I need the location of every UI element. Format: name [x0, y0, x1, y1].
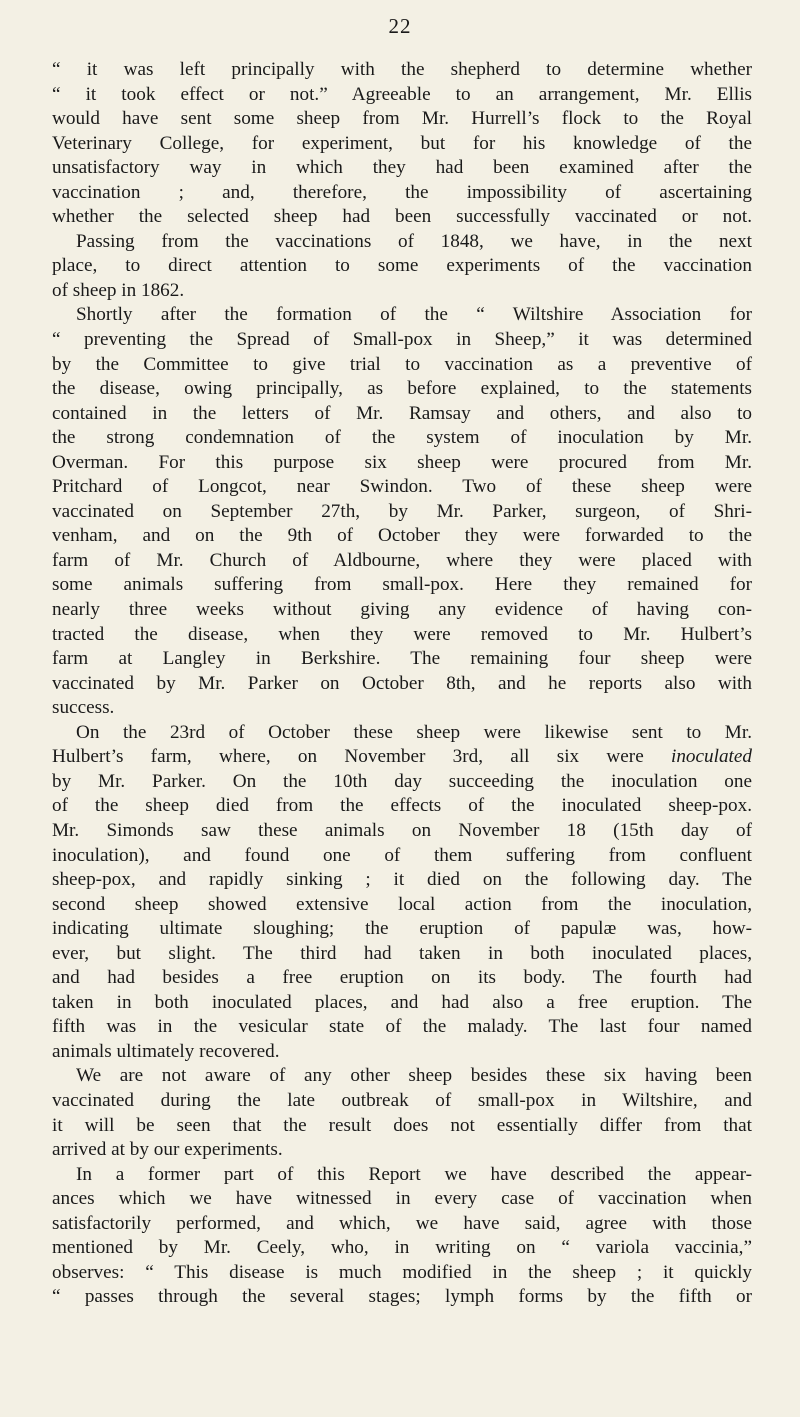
text-line-content: inoculation), and found one of them suffering from confluent [52, 844, 752, 866]
text-line-content: and had besides a free eruption on its body. The fourth had [52, 967, 752, 989]
text-line-content: Passing from the vaccinations of 1848, we have, in the next [76, 230, 752, 252]
text-line [52, 58, 752, 83]
text-line-content: Hulbert’s farm, where, on November 3rd, all six were [52, 746, 644, 768]
text-line [52, 696, 752, 721]
text-line [52, 1015, 752, 1040]
text-line-content: satisfactorily performed, and which, we have said, agree with those [52, 1212, 752, 1234]
text-line-content: vaccinated during the late outbreak of small-pox in Wiltshire, and [52, 1089, 752, 1111]
text-line [52, 770, 752, 795]
text-line-content: the disease, owing principally, as before explained, to the statements [52, 378, 752, 400]
text-line-content: some animals suffering from small-pox. Here they remained for [52, 574, 752, 596]
text-line [52, 942, 752, 967]
text-line-content: Veterinary College, for experiment, but for his knowledge of the [52, 132, 752, 154]
text-line [52, 1163, 752, 1188]
text-line-content: by Mr. Parker. On the 10th day succeeding the inoculation one [52, 770, 752, 792]
text-line-content: Overman. For this purpose six sheep were procured from Mr. [52, 451, 752, 473]
text-line-content: farm at Langley in Berkshire. The remaining four sheep were [52, 648, 752, 670]
text-line-content: vaccination ; and, therefore, the impossibility of ascertaining [52, 181, 752, 203]
text-line [52, 107, 752, 132]
text-line-content: would have sent some sheep from Mr. Hurrell’s flock to the Royal [52, 108, 752, 130]
text-line [52, 353, 752, 378]
text-line [52, 1285, 752, 1310]
text-line-content: success. [52, 697, 115, 719]
text-line-content: On the 23rd of October these sheep were likewise sent to Mr. [76, 721, 752, 743]
text-line [52, 1040, 752, 1065]
text-line-content: second sheep showed extensive local action from the inoculation, [52, 893, 752, 915]
text-line [52, 549, 752, 574]
text-line [52, 279, 752, 304]
text-line [52, 721, 752, 746]
text-line [52, 402, 752, 427]
text-line [52, 672, 752, 697]
text-line-content: Mr. Simonds saw these animals on November 18 (15th day of [52, 819, 752, 841]
text-line [52, 1114, 752, 1139]
page-number: 22 [388, 14, 412, 38]
text-line-content: arrived at by our experiments. [52, 1139, 283, 1161]
body-text [52, 58, 752, 1310]
text-line-content: taken in both inoculated places, and had also a free eruption. The [52, 991, 752, 1013]
text-line [52, 991, 752, 1016]
text-line-content: mentioned by Mr. Ceely, who, in writing on “ variola vaccinia,” [52, 1237, 752, 1259]
text-line-content: of the sheep died from the effects of the inoculated sheep-pox. [52, 795, 752, 817]
text-line-content: observes: “ This disease is much modified in the sheep ; it quickly [52, 1261, 752, 1283]
text-line [52, 819, 752, 844]
text-line-content: “ it took effect or not.” Agreeable to an arrangement, Mr. Ellis [52, 83, 752, 105]
text-line [52, 1212, 752, 1237]
text-line-content: fifth was in the vesicular state of the malady. The last four named [52, 1016, 752, 1038]
text-line [52, 1089, 752, 1114]
text-line [52, 893, 752, 918]
text-line-content: In a former part of this Report we have described the appear- [76, 1163, 752, 1185]
text-line-content: place, to direct attention to some experiments of the vaccination [52, 255, 752, 277]
text-line [52, 475, 752, 500]
text-line [52, 966, 752, 991]
text-line [52, 1187, 752, 1212]
text-line [52, 254, 752, 279]
text-line-content: “ passes through the several stages; lymph forms by the fifth or [52, 1286, 752, 1308]
text-line-content: ances which we have witnessed in every case of vaccination when [52, 1188, 752, 1210]
text-line [52, 868, 752, 893]
text-line [52, 500, 752, 525]
text-line [52, 328, 752, 353]
text-line [52, 623, 752, 648]
text-line-content: of sheep in 1862. [52, 279, 185, 301]
text-line-content: the strong condemnation of the system of inoculation by Mr. [52, 427, 752, 449]
text-line [52, 844, 752, 869]
text-line [52, 1064, 752, 1089]
text-line [52, 573, 752, 598]
text-line [52, 132, 752, 157]
text-line-content: animals ultimately recovered. [52, 1040, 280, 1062]
text-line-content: vaccinated by Mr. Parker on October 8th, and he reports also with [52, 672, 752, 694]
text-line-content: venham, and on the 9th of October they were forwarded to the [52, 525, 752, 547]
text-line-content: whether the selected sheep had been successfully vaccinated or not. [52, 206, 752, 228]
text-line [52, 83, 752, 108]
text-line [52, 377, 752, 402]
text-line [52, 745, 752, 770]
text-line [52, 451, 752, 476]
text-line [52, 181, 752, 206]
text-line-content: Pritchard of Longcot, near Swindon. Two of these sheep were [52, 476, 752, 498]
italic-word: inoculated [671, 746, 752, 768]
text-line [52, 794, 752, 819]
text-line [52, 303, 752, 328]
text-line-content: tracted the disease, when they were removed to Mr. Hulbert’s [52, 623, 752, 645]
text-line [52, 1261, 752, 1286]
text-line-content: Shortly after the formation of the “ Wiltshire Association for [76, 304, 752, 326]
text-line [52, 598, 752, 623]
text-line-content: ever, but slight. The third had taken in both inoculated places, [52, 942, 752, 964]
text-line [52, 156, 752, 181]
text-line [52, 205, 752, 230]
text-line-content: unsatisfactory way in which they had been examined after the [52, 157, 752, 179]
text-line-content: “ preventing the Spread of Small-pox in Sheep,” it was determined [52, 329, 752, 351]
text-line [52, 524, 752, 549]
text-line-content: by the Committee to give trial to vaccination as a preventive of [52, 353, 752, 375]
text-line [52, 1138, 752, 1163]
text-line-content: sheep-pox, and rapidly sinking ; it died on the following day. The [52, 869, 752, 891]
text-line-content: indicating ultimate sloughing; the eruption of papulæ was, how- [52, 918, 752, 940]
text-line [52, 230, 752, 255]
text-line-content: We are not aware of any other sheep besides these six having been [76, 1065, 752, 1087]
text-line-content: it will be seen that the result does not essentially differ from that [52, 1114, 752, 1136]
text-line-content: vaccinated on September 27th, by Mr. Parker, surgeon, of Shri- [52, 500, 752, 522]
text-line-content: “ it was left principally with the shepherd to determine whether [52, 59, 752, 80]
text-line [52, 1236, 752, 1261]
text-line-content: nearly three weeks without giving any evidence of having con- [52, 599, 752, 621]
text-line-content: contained in the letters of Mr. Ramsay and others, and also to [52, 402, 752, 424]
text-line [52, 917, 752, 942]
text-line-content: farm of Mr. Church of Aldbourne, where they were placed with [52, 549, 752, 571]
text-line [52, 647, 752, 672]
text-line [52, 426, 752, 451]
